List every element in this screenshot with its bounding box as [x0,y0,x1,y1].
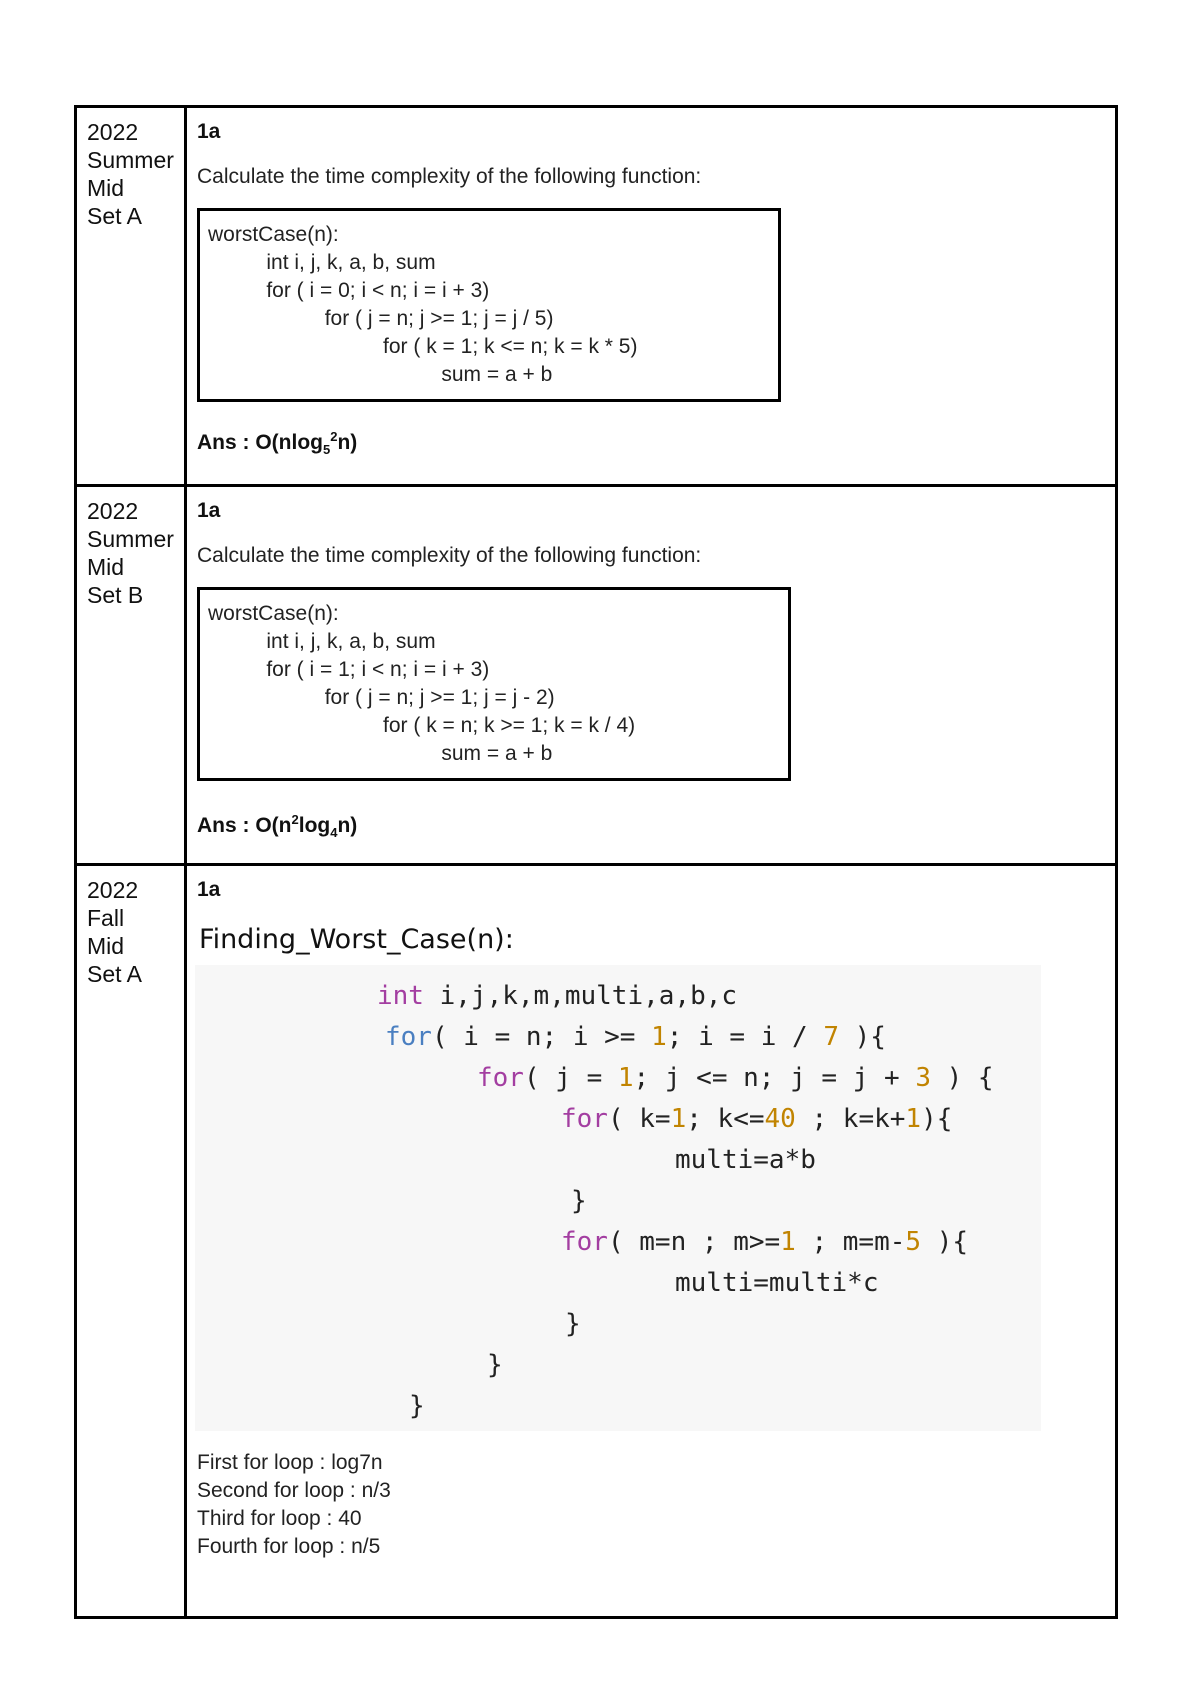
code-text: ){ [838,1022,886,1052]
number: 7 [823,1022,839,1052]
number: 3 [915,1063,931,1093]
code-text: i,j,k,m,multi,a,b,c [423,981,738,1011]
code-line: multi=a*b [675,1145,816,1175]
question-cell [186,865,1117,1618]
code-line: worstCase(n): [208,223,339,246]
code-line: for ( i = 1; i < n; i = i + 3) [208,658,490,681]
code-line: sum = a + b [208,363,553,386]
answer-suffix: n) [337,431,358,454]
code-text: ( j = [523,1063,618,1093]
question-cell [186,107,1117,486]
keyword: int [377,981,424,1011]
answer [187,781,1115,846]
code-line: } [565,1309,581,1339]
code-line [477,1063,994,1093]
code-text: ; k<= [686,1104,765,1134]
answer-mid: log [298,814,331,837]
code-line [561,1104,952,1134]
answer-prefix: Ans : O(n [197,814,292,837]
answer-superscript: 2 [330,429,338,444]
code-line: for ( k = 1; k <= n; k = k * 5) [208,335,638,358]
exam-label: 2022 Fall Mid Set A [87,877,142,987]
code-line: for ( k = n; k >= 1; k = k / 4) [208,714,636,737]
code-text: ){ [921,1104,953,1134]
number: 1 [905,1104,922,1134]
question-number: 1a [197,878,221,901]
question-table [74,105,1118,1619]
code-box [197,208,781,402]
answer-subscript: 5 [322,442,331,458]
code-line: int i, j, k, a, b, sum [208,251,436,274]
note-line: Second for loop : n/3 [197,1479,391,1502]
answer-prefix: Ans : O(nlog [197,431,323,454]
number: 1 [670,1104,687,1134]
function-title: Finding_Worst_Case(n): [199,924,514,955]
number: 1 [651,1022,667,1052]
loop-notes [187,1431,1115,1561]
row-label-cell [76,486,186,865]
question-prompt: Calculate the time complexity of the following function: [197,165,702,188]
code-text: ; m=m- [795,1227,906,1257]
note-line: Third for loop : 40 [197,1507,362,1530]
code-text: ( k= [607,1104,671,1134]
answer-suffix: n) [337,814,358,837]
answer-superscript: 2 [291,812,299,827]
code-line: for ( j = n; j >= 1; j = j / 5) [208,307,554,330]
answer-subscript: 4 [330,825,338,841]
number: 1 [617,1063,634,1093]
code-line [385,1022,886,1052]
exam-label: 2022 Summer Mid Set A [87,119,174,229]
code-line: int i, j, k, a, b, sum [208,630,436,653]
question-prompt: Calculate the time complexity of the following function: [197,544,702,567]
code-line [377,981,737,1011]
keyword: for [385,1022,432,1052]
question-row-2 [76,486,1117,865]
question-number: 1a [197,499,221,522]
code-line: for ( j = n; j >= 1; j = j - 2) [208,686,555,709]
code-text: ( m=n ; m>= [607,1227,781,1257]
note-line: First for loop : log7n [197,1451,383,1474]
number: 1 [780,1227,796,1257]
code-line: for ( i = 0; i < n; i = i + 3) [208,279,490,302]
keyword: for [477,1063,524,1093]
question-row-3 [76,865,1117,1618]
code-line [561,1227,968,1257]
number: 40 [764,1104,796,1134]
code-text: ) { [930,1063,994,1093]
question-cell [186,486,1117,865]
row-label-cell [76,865,186,1618]
code-text: ; i = i / [666,1022,824,1052]
keyword: for [561,1227,608,1257]
code-box [197,587,791,781]
code-text: ){ [921,1227,969,1257]
code-line: sum = a + b [208,742,553,765]
answer [187,402,1115,463]
code-text: ; k=k+ [795,1104,906,1134]
code-line: } [409,1391,425,1421]
exam-label: 2022 Summer Mid Set B [87,498,174,608]
question-number: 1a [197,120,221,143]
code-line: multi=multi*c [675,1268,879,1298]
number: 5 [905,1227,922,1257]
keyword: for [561,1104,608,1134]
note-line: Fourth for loop : n/5 [197,1535,381,1558]
code-text: ; j <= n; j = j + [633,1063,916,1093]
code-line: } [571,1186,587,1216]
code-screenshot [195,965,1041,1431]
code-text: ( i = n; i >= [431,1022,652,1052]
question-row-1 [76,107,1117,486]
row-label-cell [76,107,186,486]
code-line: worstCase(n): [208,602,339,625]
code-line: } [487,1350,503,1380]
